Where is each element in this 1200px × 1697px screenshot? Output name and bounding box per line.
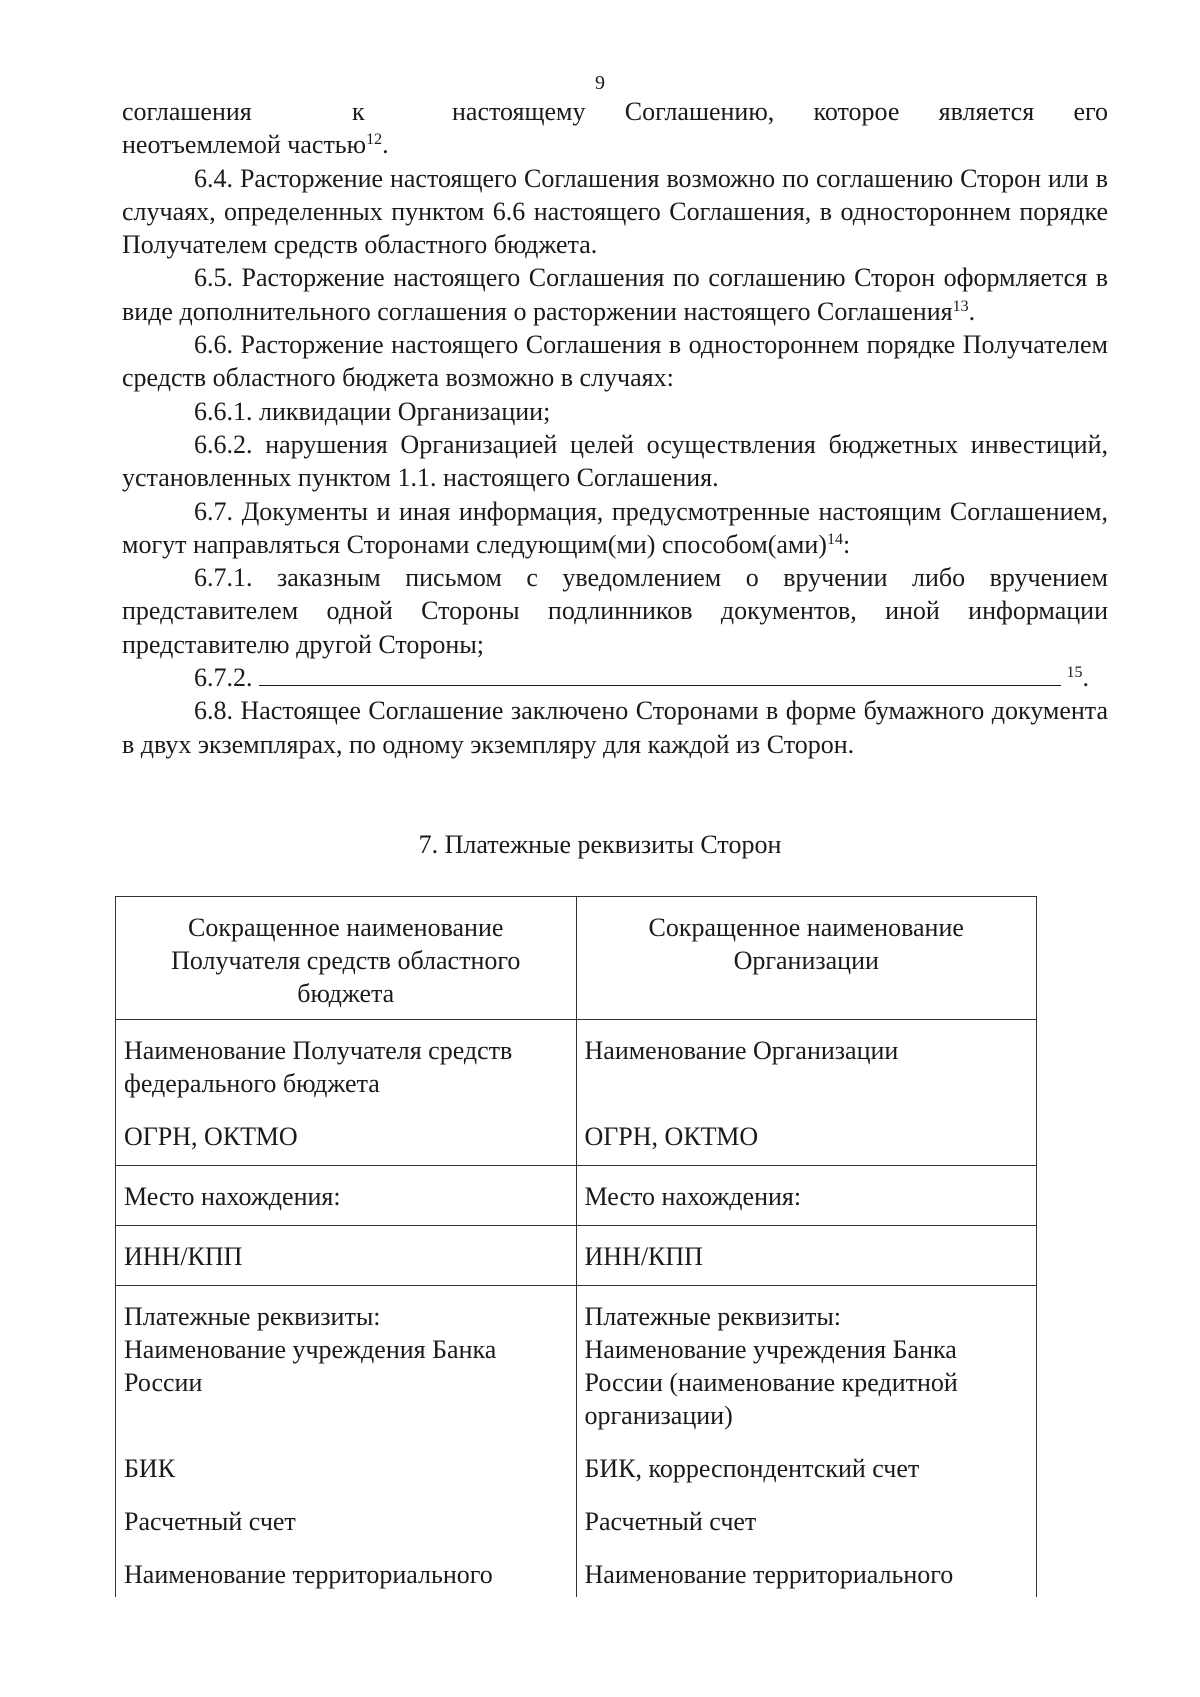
cell-content <box>577 1286 1037 1597</box>
header-right: Сокращенное наименование Организации <box>576 897 1037 1020</box>
cell-text: ОГРН, ОКТМО <box>124 1122 298 1151</box>
header-left: Сокращенное наименование Получателя средств областного бюджета <box>116 897 577 1020</box>
clause-6-6: 6.6. Расторжение настоящего Соглашения в одностороннем порядке Получателем средств областного бюджета возможно в случаях: <box>122 330 1108 393</box>
table-cell <box>576 1286 1037 1598</box>
cell-text: Расчетный счет <box>124 1507 296 1536</box>
table-row <box>116 1226 1037 1286</box>
clause-6-5 <box>122 261 1108 328</box>
cell-text: ИНН/КПП <box>584 1242 703 1271</box>
cell-text: Наименование Получателя средств федерального бюджета <box>124 1036 513 1098</box>
word: к <box>352 97 365 126</box>
clause-6-6-1: 6.6.1. ликвидации Организации; <box>194 396 551 426</box>
page-number: 9 <box>595 72 605 94</box>
punct: . <box>968 296 976 326</box>
table-cell <box>576 1020 1037 1166</box>
punct: : <box>842 529 851 559</box>
cell-text: ИНН/КПП <box>124 1242 243 1271</box>
paragraph-continuation <box>122 95 1108 162</box>
table-cell <box>576 1226 1037 1286</box>
table-row <box>116 1286 1037 1598</box>
fill-in-blank-line[interactable] <box>259 663 1061 686</box>
cell-text: Платежные реквизиты: <box>124 1302 381 1331</box>
clause-6-7 <box>122 495 1108 562</box>
word: соглашения <box>122 97 252 126</box>
table-cell <box>576 1166 1037 1226</box>
document-body <box>122 95 1108 761</box>
clause-6-7-1: 6.7.1. заказным письмом с уведомлением о вручении либо вручением представителем одной Стороны подлинников документов, иной информации представителю другой Стороны; <box>122 563 1108 659</box>
table-cell <box>116 1226 577 1286</box>
section-title: 7. Платежные реквизиты Сторон <box>418 830 782 859</box>
cell-text: Место нахождения: <box>124 1182 341 1211</box>
cell-content <box>116 1020 576 1165</box>
cell-text: ОГРН, ОКТМО <box>584 1122 759 1151</box>
table-row <box>116 1020 1037 1166</box>
table-cell <box>116 1286 577 1598</box>
footnote-ref: 12 <box>366 131 383 149</box>
table-row <box>116 897 1037 1020</box>
punct: . <box>1082 663 1089 693</box>
cell-text: Наименование территориального <box>584 1560 954 1589</box>
footnote-ref: 14 <box>826 530 843 548</box>
cell-text: БИК <box>124 1454 176 1483</box>
paragraph-text: 6.5. Расторжение настоящего Соглашения по соглашению Сторон оформляется в виде дополнительного соглашения о расторжении настоящего Соглашения <box>122 263 1108 326</box>
cell-text: БИК, корреспондентский счет <box>584 1454 920 1483</box>
paragraph-text: настоящему Соглашению, которое является его неотъемлемой частью <box>122 97 1108 160</box>
cell-text: Платежные реквизиты: <box>584 1302 842 1331</box>
footnote-ref: 15 <box>1066 664 1083 682</box>
clause-6-6-2: 6.6.2. нарушения Организацией целей осуществления бюджетных инвестиций, установленных пунктом 1.1. настоящего Соглашения. <box>122 429 1108 493</box>
paragraph-text: 6.7.2. <box>194 663 253 693</box>
paragraph-text: 6.7. Документы и иная информация, предусмотренные настоящим Соглашением, могут направляться Сторонами следующим(ми) способом(ами) <box>122 496 1108 559</box>
cell-content <box>577 1020 1037 1165</box>
clause-6-8: 6.8. Настоящее Соглашение заключено Сторонами в форме бумажного документа в двух экземплярах, по одному экземпляру для каждой из Сторон. <box>122 696 1108 759</box>
cell-content <box>116 1286 576 1597</box>
punct: . <box>382 130 389 160</box>
payment-details-table <box>115 896 1037 1597</box>
cell-text: Наименование Организации <box>584 1036 899 1065</box>
cell-text: Наименование учреждения Банка России (наименование кредитной организации) <box>584 1335 958 1430</box>
table-row <box>116 1166 1037 1226</box>
cell-text: Наименование территориального <box>124 1560 493 1589</box>
cell-text: Место нахождения: <box>584 1182 802 1211</box>
table-cell <box>116 1166 577 1226</box>
clause-6-7-2 <box>122 661 1108 694</box>
cell-text: Наименование учреждения Банка России <box>124 1335 497 1397</box>
cell-text: Расчетный счет <box>584 1507 757 1536</box>
clause-6-4: 6.4. Расторжение настоящего Соглашения возможно по соглашению Сторон или в случаях, определенных пунктом 6.6 настоящего Соглашения, в одностороннем порядке Получателем средств областного бюджета. <box>122 163 1108 260</box>
table-cell <box>116 1020 577 1166</box>
footnote-ref: 13 <box>952 297 969 315</box>
